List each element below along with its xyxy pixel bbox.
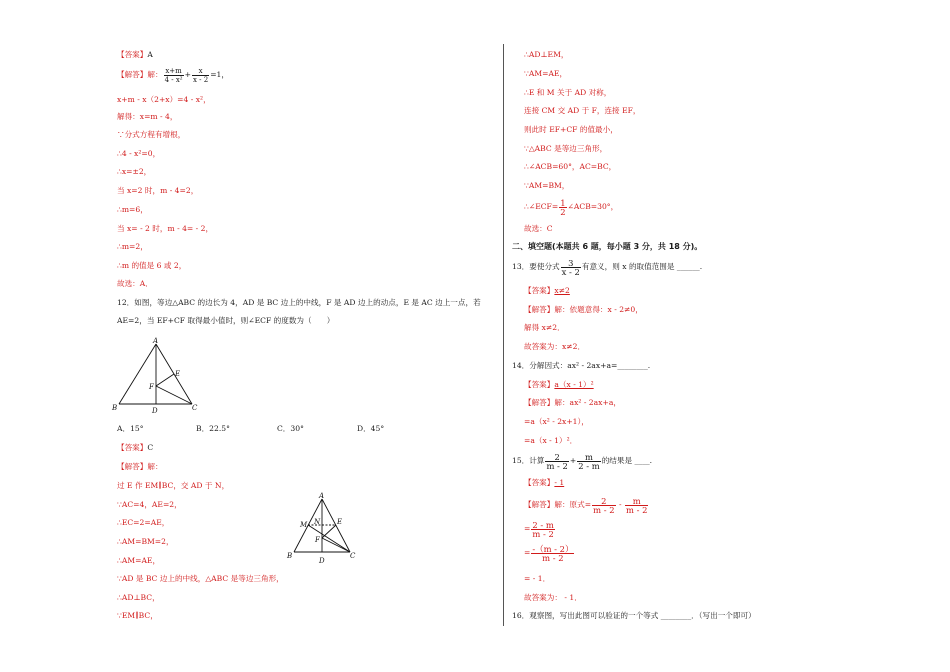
fraction: $\frac{-(m - 2)}{m - 2}$ <box>532 543 574 563</box>
vertex-label-e: E <box>337 518 343 526</box>
fraction: $\frac{2}{m - 2}$ <box>546 451 568 471</box>
vertex-label-a: A <box>153 337 159 345</box>
solution-line: 【解答】解：ax² - 2ax+a， <box>524 398 621 407</box>
solution-line: ∵AC=4，AE=2， <box>117 500 182 509</box>
answer-14: 【答案】a（x - 1）² <box>524 380 594 389</box>
solution-line: 过 E 作 EM∥BC，交 AD 于 N， <box>117 481 230 490</box>
fraction: $\frac{3}{x - 2}$ <box>561 257 580 277</box>
solution-line: 故选：A． <box>117 279 153 288</box>
solution-line: ∴AD⊥BC， <box>117 593 160 602</box>
triangle-figure-2 <box>284 490 360 566</box>
fraction: $\frac{x+m}{\text{4 - x²}}$ <box>164 66 183 84</box>
solution-line: 【解答】解： <box>117 462 163 471</box>
solution-line: ∵EM∥BC， <box>117 611 158 620</box>
vertex-label-m: M <box>300 521 308 529</box>
solution-line: 故答案为：x≠2． <box>524 342 586 351</box>
solution-line-fraction: ∴∠ECF= $\frac{1}{2}$ ∠ACB=30°， <box>524 197 619 217</box>
fraction: $\frac{2 - m}{m - 2}$ <box>532 519 554 539</box>
solution-15-line1: 【解答】解：原式= $\frac{2}{m - 2}$ - $\frac{m}{m - 2}$ <box>524 495 648 515</box>
answer-13: 【答案】x≠2 <box>524 286 570 295</box>
solution-line: 故答案为： - 1． <box>524 593 582 602</box>
solution-line: ∵△ABC 是等边三角形， <box>524 144 608 153</box>
solution-line: ∴AD⊥EM， <box>524 50 569 59</box>
solution-line: ∴E 和 M 关于 AD 对称， <box>524 88 612 97</box>
solution-line: ∴AM=AE， <box>117 556 161 565</box>
solution-line: 当 x=2 时，m - 4=2， <box>117 186 199 195</box>
vertex-label-c: C <box>350 552 356 560</box>
solution-line: ∵AM=BM， <box>524 181 570 190</box>
option-d: D．45° <box>357 424 385 433</box>
solution-15-line3: = $\frac{-(m - 2)}{m - 2}$ <box>524 543 574 563</box>
option-c: C．30° <box>277 424 304 433</box>
solution-line: ∴AM=BM=2， <box>117 537 174 546</box>
solution-line: =a（x² - 2x+1）， <box>524 417 589 426</box>
vertex-label-f: F <box>315 536 320 544</box>
option-b: B．22.5° <box>196 424 230 433</box>
question-15: 15．计算 $\frac{2}{m - 2}$ + $\frac{m}{2 - m}$ 的结果是 ____. <box>512 451 653 471</box>
solution-line: 【解答】解：依题意得：x - 2≠0， <box>524 305 643 314</box>
solution-line: x+m - x（2+x）=4 - x²， <box>117 95 211 104</box>
question-12-line2: AE=2，当 EF+CF 取得最小值时，则∠ECF 的度数为（ ） <box>117 316 335 325</box>
vertex-label-c: C <box>192 404 198 412</box>
solution-line: ∴m=6， <box>117 205 148 214</box>
answer-11: 【答案】A <box>117 50 153 59</box>
vertex-label-d: D <box>152 407 158 415</box>
solution-line: ∴4 - x²=0， <box>117 149 161 158</box>
solution-line: ∵AD 是 BC 边上的中线，△ABC 是等边三角形， <box>117 574 284 583</box>
solution-line: 当 x= - 2 时，m - 4= - 2， <box>117 224 214 233</box>
fraction: $\frac{2}{m - 2}$ <box>593 495 615 515</box>
solution-line: ∴x=±2， <box>117 167 152 176</box>
solution-line: ∵AM=AE， <box>524 69 568 78</box>
answer-12: 【答案】C <box>117 443 154 452</box>
vertex-label-b: B <box>287 552 293 560</box>
triangle-figure-1 <box>110 334 202 416</box>
solution-line: 连接 CM 交 AD 于 F，连接 EF， <box>524 106 641 115</box>
solution-line: =a（x - 1）²． <box>524 436 578 445</box>
solution-line: 故选：C <box>524 224 553 233</box>
solution-line: ∴EC=2=AE， <box>117 518 170 527</box>
solution-line: = - 1． <box>524 574 551 583</box>
question-14: 14．分解因式：ax² - 2ax+a=________. <box>512 361 651 370</box>
solution-line: 解得：x=m - 4， <box>117 112 178 121</box>
fraction: $\frac{x}{x - 2}$ <box>192 66 209 84</box>
vertex-label-f: F <box>149 383 154 391</box>
solution-line: 解得 x≠2． <box>524 323 565 332</box>
solution-15-line2: = $\frac{2 - m}{m - 2}$ <box>524 519 554 539</box>
vertex-label-n: N <box>314 518 321 526</box>
option-a: A．15° <box>117 424 144 433</box>
section-title: 二、填空题(本题共 6 题，每小题 3 分，共 18 分)。 <box>512 242 703 251</box>
vertex-label-e: E <box>175 370 181 378</box>
fraction: $\frac{m}{m - 2}$ <box>625 495 648 515</box>
vertex-label-d: D <box>319 557 325 565</box>
solution-line: 则此时 EF+CF 的值最小， <box>524 125 618 134</box>
solution-11-equation: 【解答】解： $\frac{x+m}{\text{4 - x²}}$ + $\frac{x}{x - 2}$ =1， <box>117 66 229 84</box>
solution-line: ∴m=2， <box>117 242 148 251</box>
fraction: $\frac{m}{2 - m}$ <box>578 451 600 471</box>
column-divider <box>503 44 504 626</box>
solution-line: ∵分式方程有增根， <box>117 130 186 139</box>
solution-line: ∴m 的值是 6 或 2， <box>117 261 187 270</box>
question-16: 16．观察图，写出此图可以验证的一个等式 ________．（写出一个即可） <box>512 611 756 620</box>
vertex-label-a: A <box>319 492 325 500</box>
question-12-line1: 12．如图，等边△ABC 的边长为 4，AD 是 BC 边上的中线，F 是 AD 边上的动点，E 是 AC 边上一点，若 <box>117 298 481 307</box>
answer-15: 【答案】- 1 <box>524 478 565 487</box>
solution-line: ∴∠ACB=60°，AC=BC， <box>524 162 617 171</box>
fraction: $\frac{1}{2}$ <box>560 197 566 217</box>
vertex-label-b: B <box>112 404 118 412</box>
question-13: 13．要使分式 $\frac{3}{x - 2}$ 有意义，则 x 的取值范围是 ______. <box>512 257 703 277</box>
